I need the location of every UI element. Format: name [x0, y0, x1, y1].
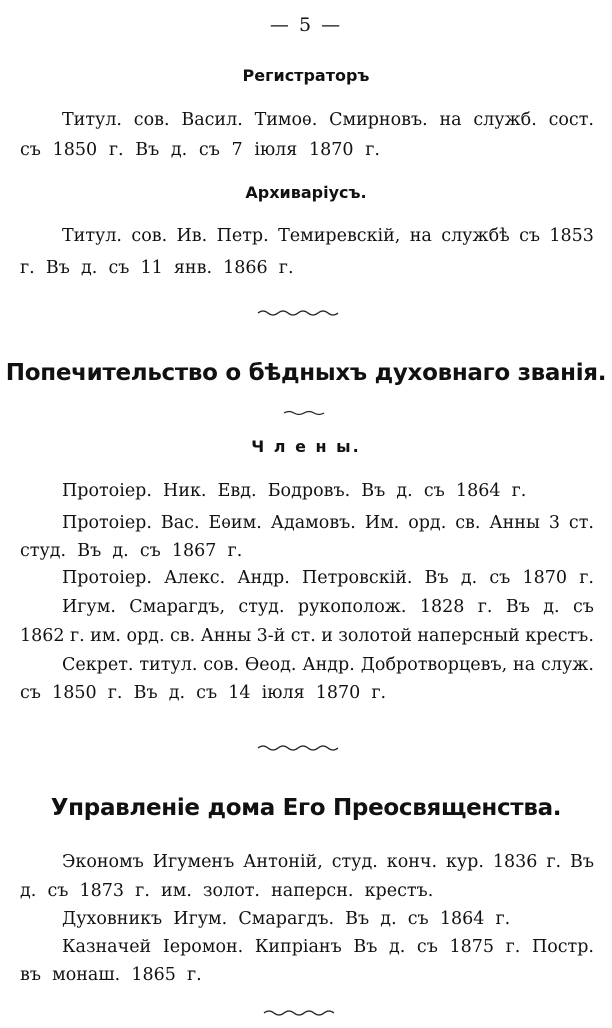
word: Темиревскій,	[278, 226, 401, 246]
word: Еѳим.	[208, 513, 262, 533]
word: 7	[231, 140, 243, 160]
bishop-house-line-5: въ монаш. 1865 г.	[20, 965, 202, 985]
word: студ.	[331, 852, 378, 872]
wavy-divider-small	[282, 409, 328, 417]
word: сов.	[133, 110, 170, 130]
guardianship-line-2	[62, 513, 594, 533]
word: Іеромон.	[162, 937, 244, 957]
word: службѣ	[441, 226, 510, 246]
word: 1853	[549, 226, 594, 246]
word: св.	[169, 626, 196, 646]
word: Антоній,	[243, 852, 323, 872]
word: г.	[546, 852, 562, 872]
word: г.	[365, 140, 380, 160]
word: крестъ.	[525, 626, 594, 646]
word: 3-й	[256, 626, 286, 646]
word: д.	[170, 140, 188, 160]
word: Адамовъ.	[270, 513, 356, 533]
bishop-house-line-3: Духовникъ Игум. Смарагдъ. Въ д. съ 1864 г.	[62, 909, 511, 929]
word: съ	[489, 568, 511, 588]
word: Постр.	[531, 937, 594, 957]
word: ст.	[290, 626, 316, 646]
word: Петр.	[216, 226, 269, 246]
guardianship-line-7	[62, 655, 594, 675]
guardianship-line-5	[62, 597, 594, 617]
word: г.	[477, 597, 493, 617]
word: Добротворцевъ,	[360, 655, 508, 675]
word: ст.	[568, 513, 594, 533]
word: д.	[388, 937, 406, 957]
wavy-divider	[262, 1008, 342, 1018]
word: Протоіер.	[62, 568, 152, 588]
word: орд.	[126, 626, 165, 646]
word: Васил.	[181, 110, 243, 130]
bishop-house-line-4	[62, 937, 594, 957]
word: на	[513, 655, 536, 675]
word: Анны	[200, 626, 252, 646]
word: Смарагдъ,	[129, 597, 226, 617]
word: сост.	[548, 110, 594, 130]
word: Анны	[489, 513, 540, 533]
word: наперсный	[417, 626, 520, 646]
word: г.	[579, 568, 594, 588]
word: Титул.	[62, 226, 122, 246]
guardianship-title: Попечительство о бѣдныхъ духовнаго званія.	[5, 360, 607, 386]
word: Петровскій.	[302, 568, 413, 588]
registrar-line-2	[20, 140, 380, 160]
word: Въ	[353, 937, 378, 957]
word: Им.	[364, 513, 400, 533]
page-number: — 5 —	[269, 14, 343, 36]
word: Андр.	[237, 568, 290, 588]
word: и	[321, 626, 333, 646]
word: 3	[548, 513, 560, 533]
guardianship-line-4	[62, 568, 594, 588]
word: 1850	[52, 140, 98, 160]
word: Ѳеод.	[244, 655, 297, 675]
bishop-house-line-2: д. съ 1873 г. им. золот. наперсн. крестъ.	[20, 881, 434, 901]
word: служ.	[541, 655, 594, 675]
word: Вас.	[160, 513, 200, 533]
word: на	[409, 226, 432, 246]
word: 1875	[449, 937, 494, 957]
word: титул.	[139, 655, 198, 675]
word: г.	[108, 140, 124, 160]
word: Игум.	[62, 597, 116, 617]
wavy-divider	[256, 743, 344, 753]
word: служб.	[473, 110, 537, 130]
word: Смирновъ.	[329, 110, 428, 130]
archivist-line-2: г. Въ д. съ 11 янв. 1866 г.	[20, 258, 294, 278]
word: Протоіер.	[62, 513, 152, 533]
word: д.	[460, 568, 478, 588]
word: орд.	[408, 513, 447, 533]
word: Въ	[135, 140, 160, 160]
word: съ	[416, 937, 438, 957]
word: 1836	[492, 852, 538, 872]
word: съ	[198, 140, 220, 160]
word: 1828	[419, 597, 465, 617]
word: Экономъ	[62, 852, 144, 872]
registrar-line-1	[62, 110, 594, 130]
members-heading: Ч л е н ы.	[251, 437, 361, 456]
word: Алекс.	[164, 568, 226, 588]
guardianship-line-1: Протоіер. Ник. Евд. Бодровъ. Въ д. съ 1864 г.	[62, 481, 527, 501]
word: сов.	[203, 655, 240, 675]
word: 1870	[309, 140, 354, 160]
word: г.	[505, 937, 521, 957]
word: Въ	[570, 852, 594, 872]
word: им.	[90, 626, 121, 646]
word: г.	[69, 626, 85, 646]
word: сов.	[131, 226, 168, 246]
archivist-line-1	[62, 226, 594, 246]
registrar-heading: Регистраторъ	[242, 66, 370, 85]
word: Кипріанъ	[254, 937, 342, 957]
word: Въ	[505, 597, 530, 617]
archivist-heading: Архиваріусъ.	[245, 183, 367, 202]
word: Въ	[424, 568, 449, 588]
word: д.	[543, 597, 560, 617]
word: св.	[455, 513, 481, 533]
word: золотой	[338, 626, 412, 646]
word: Секрет.	[62, 655, 134, 675]
word: Андр.	[302, 655, 355, 675]
word: конч.	[386, 852, 438, 872]
word: рукополож.	[297, 597, 407, 617]
guardianship-line-3: студ. Въ д. съ 1867 г.	[20, 541, 243, 561]
word: Ив.	[176, 226, 208, 246]
word: кур.	[445, 852, 484, 872]
word: съ	[20, 140, 41, 160]
word: Титул.	[62, 110, 122, 130]
word: 1870	[522, 568, 568, 588]
word: іюля	[254, 140, 298, 160]
guardianship-line-8: съ 1850 г. Въ д. съ 14 іюля 1870 г.	[20, 683, 387, 703]
word: Казначей	[62, 937, 152, 957]
word: Тимоѳ.	[254, 110, 318, 130]
word: съ	[573, 597, 594, 617]
word: 1862	[20, 626, 65, 646]
guardianship-line-6	[20, 626, 594, 646]
word: съ	[519, 226, 540, 246]
wavy-divider	[256, 308, 344, 318]
word: студ.	[238, 597, 285, 617]
bishop-house-line-1	[62, 852, 594, 872]
word: на	[439, 110, 462, 130]
bishop-house-title: Управленіе дома Его Преосвященства.	[50, 795, 562, 821]
word: Игуменъ	[152, 852, 235, 872]
